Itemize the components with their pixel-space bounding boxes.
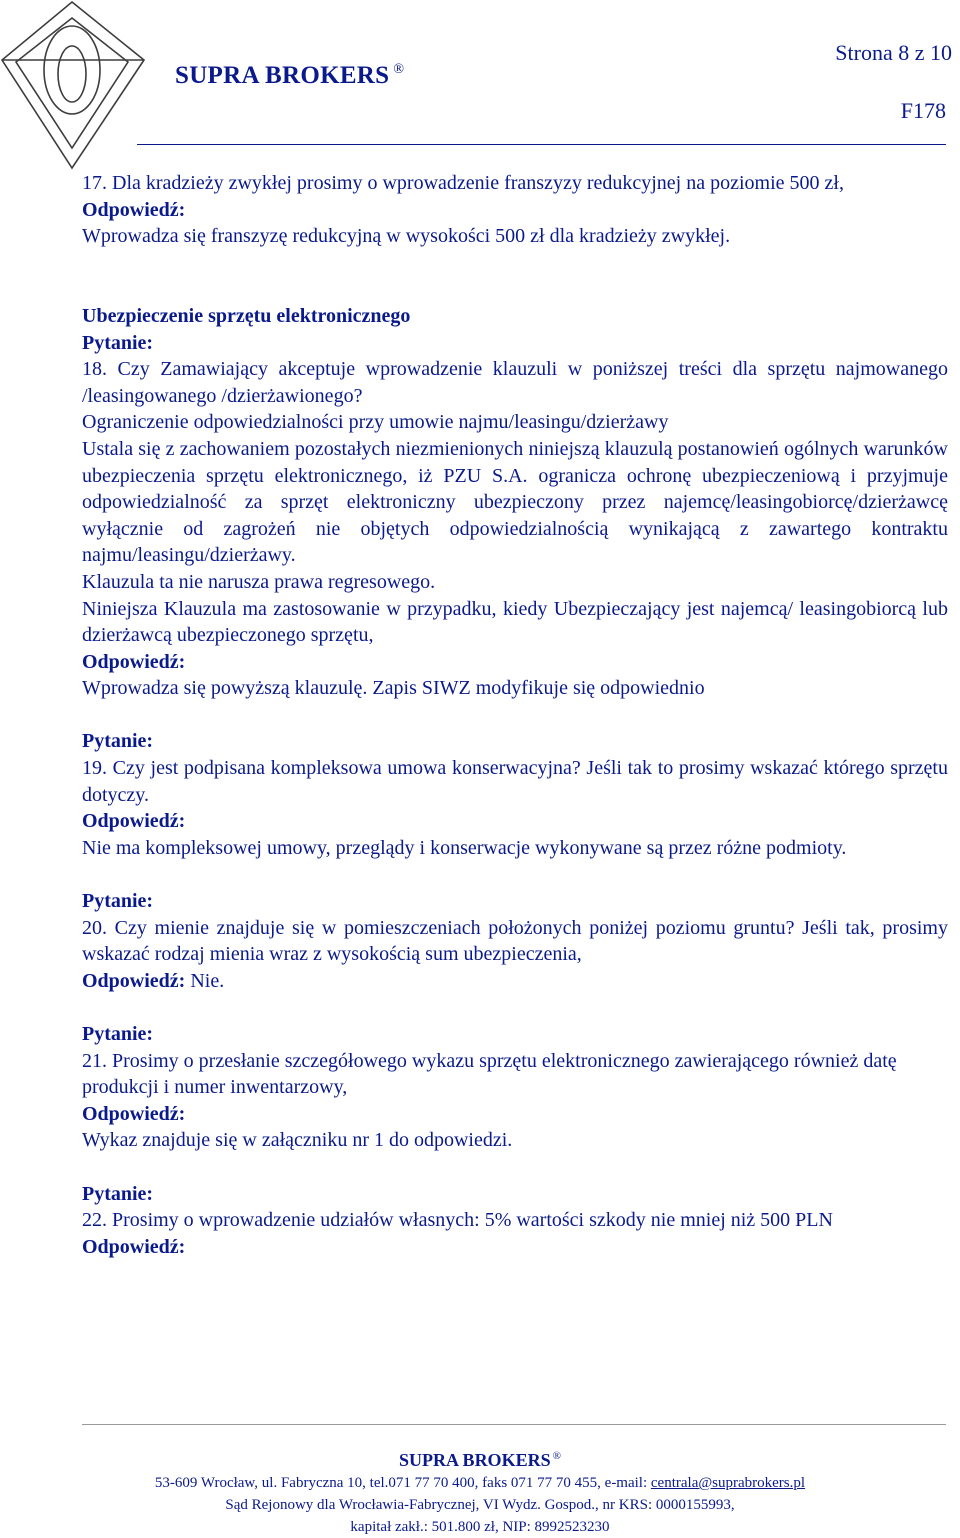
footer-email-link[interactable]: centrala@suprabrokers.pl xyxy=(650,1475,806,1491)
clause-paragraph-3: Niniejsza Klauzula ma zastosowanie w przypadku, kiedy Ubezpieczający jest najemcą/ leasingobiorcą lub dzierżawcą ubezpieczonego sprzętu, xyxy=(82,597,948,647)
section-title: Ubezpieczenie sprzętu elektronicznego xyxy=(82,304,411,327)
question-19-answer: Nie ma kompleksowej umowy, przeglądy i konserwacje wykonywane są przez różne podmioty. xyxy=(82,836,847,859)
header-divider xyxy=(137,144,946,145)
question-20-label: Pytanie: xyxy=(82,890,154,913)
question-20-answer: Nie. xyxy=(185,969,225,992)
clause-paragraph-1: Ustala się z zachowaniem pozostałych niezmienionych niniejszą klauzulą postanowień ogólnych warunków ubezpieczenia sprzętu elektronicznego, iż PZU S.A. ogranicza ochronę ubezpieczeniową i przyjmuje odpowiedzialność za sprzęt elektroniczny ubezpieczony przez najemcę/leasingobiorcę/dzierżawcę wyłącznie od zagrożeń nie objętych odpowiedzialnością wynikającą z zawartego kontraktu najmu/leasingu/dzierżawy. xyxy=(82,437,948,567)
question-22-text: 22. Prosimy o wprowadzenie udziałów własnych: 5% wartości szkody nie mniej niż 500 PLN xyxy=(82,1209,833,1232)
page-footer xyxy=(40,1444,920,1538)
footer-brand: SUPRA BROKERS ® xyxy=(399,1450,561,1470)
question-22-answer-label: Odpowiedź: xyxy=(82,1235,186,1258)
question-21-label: Pytanie: xyxy=(82,1023,154,1045)
question-20-answer-line xyxy=(82,968,948,995)
question-17-text: 17. Dla kradzieży zwykłej prosimy o wprowadzenie franszyzy redukcyjnej na poziomie 500 zł, xyxy=(82,172,844,194)
question-19-label: Pytanie: xyxy=(82,730,154,753)
footer-court-info: Sąd Rejonowy dla Wrocławia-Fabrycznej, VI Wydz. Gospod., nr KRS: 0000155993, xyxy=(225,1497,735,1513)
footer-capital-info: kapitał zakł.: 501.800 zł, NIP: 8992523230 xyxy=(350,1519,610,1535)
question-20-text: 20. Czy mienie znajduje się w pomieszczeniach położonych poniżej poziomu gruntu? Jeśli tak, prosimy wskazać rodzaj mienia wraz z wysokością sum ubezpieczenia, xyxy=(82,916,948,966)
question-21-answer-label: Odpowiedź: xyxy=(82,1102,186,1125)
form-code: F178 xyxy=(900,98,946,123)
question-21-text: 21. Prosimy o przesłanie szczegółowego wykazu sprzętu elektronicznego zawierającego również datę produkcji i numer inwentarzowy, xyxy=(82,1049,897,1099)
page-number: Strona 8 z 10 xyxy=(835,40,952,65)
clause-title: Ograniczenie odpowiedzialności przy umowie najmu/leasingu/dzierżawy xyxy=(82,411,669,434)
company-logo xyxy=(0,0,150,170)
question-21-answer: Wykaz znajduje się w załączniku nr 1 do odpowiedzi. xyxy=(82,1129,513,1152)
footer-address: 53-609 Wrocław, ul. Fabryczna 10, tel.071 77 70 400, faks 071 77 70 455, e-mail: centrala@suprabrokers.pl xyxy=(154,1475,806,1491)
document-body xyxy=(82,170,948,1260)
footer-divider xyxy=(82,1424,946,1425)
question-18-label: Pytanie: xyxy=(82,331,154,354)
question-17-answer: Wprowadza się franszyzę redukcyjną w wysokości 500 zł dla kradzieży zwykłej. xyxy=(82,225,731,248)
question-18-text: 18. Czy Zamawiający akceptuje wprowadzenie klauzuli w poniższej treści dla sprzętu najmowanego /leasingowanego /dzierżawionego? xyxy=(82,358,948,407)
clause-paragraph-2: Klauzula ta nie narusza prawa regresowego. xyxy=(82,570,436,593)
question-20-answer-label: Odpowiedź: xyxy=(82,969,186,992)
question-22-label: Pytanie: xyxy=(82,1182,154,1205)
question-18-answer-label: Odpowiedź: xyxy=(82,650,186,673)
question-19-answer-label: Odpowiedź: xyxy=(82,810,186,833)
question-19-text: 19. Czy jest podpisana kompleksowa umowa konserwacyjna? Jeśli tak to prosimy wskazać którego sprzętu dotyczy. xyxy=(82,757,948,806)
question-18-answer: Wprowadza się powyższą klauzulę. Zapis SIWZ modyfikuje się odpowiednio xyxy=(82,677,705,700)
question-17-answer-label: Odpowiedź: xyxy=(82,198,186,221)
brand-name: SUPRA BROKERS ® xyxy=(175,62,405,89)
